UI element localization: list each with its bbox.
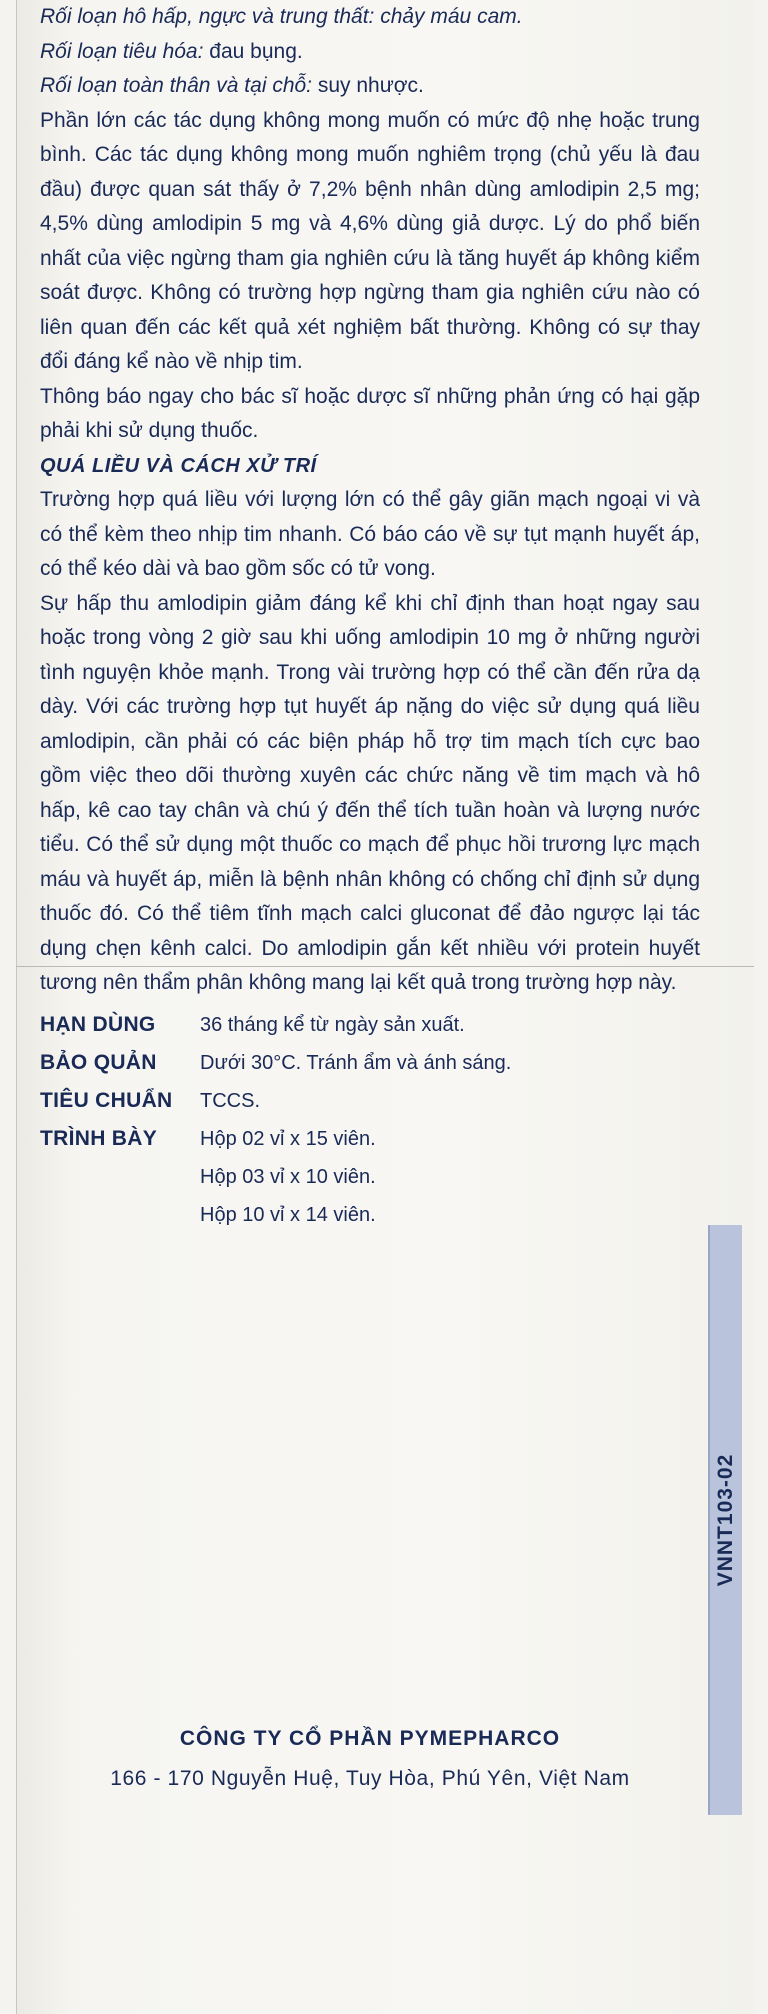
- spec-row-storage: [40, 1045, 700, 1083]
- spec-value: 36 tháng kể từ ngày sản xuất.: [200, 1014, 465, 1037]
- spec-row-expiry: [40, 1007, 700, 1045]
- side-code-band: [708, 1225, 742, 1815]
- spec-value: TCCS.: [200, 1090, 260, 1113]
- spec-value: Dưới 30°C. Tránh ẩm và ánh sáng.: [200, 1052, 512, 1075]
- systemic-value: suy nhược.: [312, 74, 424, 97]
- notify-paragraph: Thông báo ngay cho bác sĩ hoặc dược sĩ những phản ứng có hại gặp phải khi sử dụng thuốc.: [40, 384, 700, 442]
- spec-label: TIÊU CHUẨN: [40, 1089, 173, 1113]
- systemic-label: Rối loạn toàn thân và tại chỗ:: [40, 74, 313, 97]
- side-effects-paragraph: Phần lớn các tác dụng không mong muốn có mức độ nhẹ hoặc trung bình. Các tác dụng không mong muốn nghiêm trọng (chủ yếu là đau đầu) được quan sát thấy ở 7,2% bệnh nhân dùng amlodipin 2,5 mg; 4,5% dùng amlodipin 5 mg và 4,6% dùng giả dược. Lý do phổ biến nhất của việc ngừng tham gia nghiên cứu là tăng huyết áp không kiểm soát được. Không có trường hợp ngừng tham gia nghiên cứu nào có liên quan đến các kết quả xét nghiệm bất thường. Không có sự thay đổi đáng kể nào về nhịp tim.: [40, 108, 700, 373]
- company-name: CÔNG TY CỔ PHẦN PYMEPHARCO: [179, 1727, 561, 1750]
- company-address: 166 - 170 Nguyễn Huệ, Tuy Hòa, Phú Yên, Việt Nam: [110, 1767, 630, 1790]
- overdose-paragraph-2: Sự hấp thu amlodipin giảm đáng kể khi chỉ định than hoạt ngay sau hoặc trong vòng 2 giờ sau khi uống amlodipin 10 mg ở những người tình nguyện khỏe mạnh. Trong vài trường hợp có thể cần đến rửa dạ dày. Với các trường hợp tụt huyết áp nặng do việc sử dụng quá liều amlodipin, cần phải có các biện pháp hỗ trợ tim mạch tích cực bao gồm việc theo dõi thường xuyên các chức năng về tim mạch và hô hấp, kê cao tay chân và chú ý đến thể tích tuần hoàn và lượng nước tiểu. Có thể sử dụng một thuốc co mạch để phục hồi trương lực mạch máu và huyết áp, miễn là bệnh nhân không có chống chỉ định sử dụng thuốc đó. Có thể tiêm tĩnh mạch calci gluconat để đảo ngược lại tác dụng chẹn kênh calci. Do amlodipin gắn kết nhiều với protein huyết tương nên thẩm phân không mang lại kết quả trong trường hợp này.: [40, 591, 700, 994]
- overdose-heading: QUÁ LIỀU VÀ CÁCH XỬ TRÍ: [40, 454, 317, 477]
- spec-row-standard: [40, 1083, 700, 1121]
- digestive-label: Rối loạn tiêu hóa:: [40, 39, 204, 63]
- leaflet-content: [40, 0, 737, 1790]
- digestive-value: đau bụng.: [203, 39, 303, 63]
- spec-value: Hộp 10 vỉ x 14 viên.: [200, 1204, 376, 1227]
- overdose-paragraph-1: Trường hợp quá liều với lượng lớn có thể gây giãn mạch ngoại vi và có thể kèm theo nhịp tim nhanh. Có báo cáo về sự tụt mạnh huyết áp, có thể kéo dài và bao gồm sốc có tử vong.: [40, 488, 700, 580]
- spec-label: TRÌNH BÀY: [40, 1127, 158, 1151]
- spec-label: BẢO QUẢN: [40, 1051, 157, 1075]
- respiratory-effects-line: Rối loạn hô hấp, ngực và trung thất: chảy máu cam.: [40, 5, 523, 28]
- digestive-effects-line: [40, 35, 700, 70]
- spec-row-packaging: [40, 1121, 700, 1159]
- spec-value: Hộp 03 vỉ x 10 viên.: [200, 1166, 376, 1189]
- spec-row-packaging-2: [40, 1159, 700, 1197]
- spec-table: [40, 1007, 700, 1235]
- spec-value: Hộp 02 vỉ x 15 viên.: [200, 1128, 376, 1151]
- side-code: VNNT103-02: [713, 1453, 737, 1587]
- systemic-effects-line: [40, 69, 700, 104]
- spec-row-packaging-3: [40, 1197, 700, 1235]
- spec-label: HẠN DÙNG: [40, 1013, 156, 1037]
